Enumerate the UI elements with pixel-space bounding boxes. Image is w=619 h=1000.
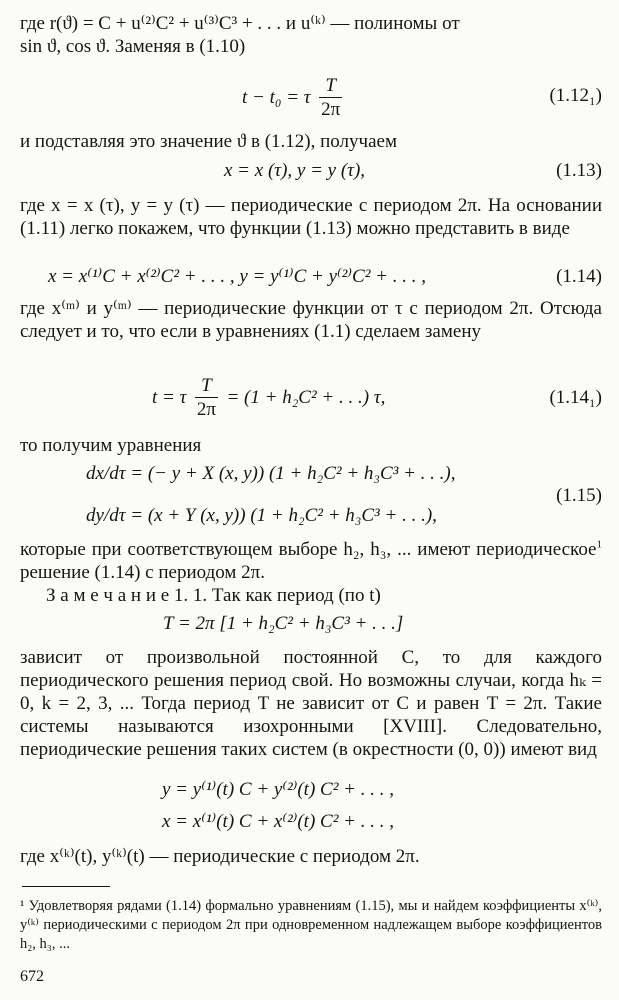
eq-1121-fraction bbox=[319, 74, 342, 121]
eq-114-label: (1.14) bbox=[556, 266, 602, 287]
eq-1121-numerator: T bbox=[319, 74, 342, 98]
equation-1-13 bbox=[20, 159, 602, 189]
eq-1121-label: (1.12₁) bbox=[549, 85, 602, 106]
eq-period-formula: T = 2π [1 + h₂C² + h₃C³ + . . .] bbox=[163, 613, 404, 634]
eq-1141-denominator: 2π bbox=[196, 399, 216, 420]
eq-1141-numerator: T bbox=[195, 374, 218, 398]
substitute-text: и подставляя это значение ϑ в (1.12), получаем bbox=[20, 131, 397, 152]
equation-final bbox=[20, 778, 602, 840]
equation-1-15 bbox=[20, 462, 602, 532]
remark-line: З а м е ч а н и е 1. 1. Так как период (по t) bbox=[46, 585, 381, 606]
choice-text: которые при соответствующем выборе h₂, h₃, ... имеют периодическое bbox=[20, 539, 597, 560]
eq-115-line-1: dx/dτ = (− y + X (x, y)) (1 + h₂C² + h₃C³ + . . .), bbox=[86, 463, 456, 484]
page-number: 672 bbox=[20, 968, 44, 985]
choice-text-end: решение (1.14) с периодом 2π. bbox=[20, 562, 265, 583]
eq-115-line-2: dy/dτ = (x + Y (x, y)) (1 + h₂C² + h₃C³ + . . .), bbox=[86, 505, 437, 526]
intro-paragraph bbox=[20, 12, 602, 58]
footnote-divider bbox=[22, 886, 110, 887]
equation-1-14 bbox=[20, 265, 602, 295]
isochron-paragraph: зависит от произвольной постоянной C, то для каждого периодического решения период свой. Но возможны случаи, когда hₖ = 0, k = 2, 3, ... Тогда период T не зависит от C и равен T = 2π. Такие системы называются изохронными [XVIII]. Следовательно, периодические решения таких систем (в окрестности (0, 0)) имеют вид bbox=[20, 647, 602, 760]
equation-1-12-1 bbox=[20, 70, 602, 122]
eq-114-formula: x = x⁽¹⁾C + x⁽²⁾C² + . . . , y = y⁽¹⁾C + y⁽²⁾C² + . . . , bbox=[48, 266, 426, 287]
eq-115-label: (1.15) bbox=[556, 485, 602, 506]
eq-1121-lhs: t − t₀ = τ bbox=[242, 87, 311, 108]
eq-1121-denominator: 2π bbox=[321, 99, 341, 120]
eq-1141-lhs: t = τ bbox=[152, 387, 187, 408]
eq-113-label: (1.13) bbox=[556, 160, 602, 181]
eq-1141-fraction bbox=[195, 374, 218, 421]
intro-line-2: sin ϑ, cos ϑ. Заменяя в (1.10) bbox=[20, 36, 246, 57]
eq-final-line-2: x = x⁽¹⁾(t) C + x⁽²⁾(t) C² + . . . , bbox=[162, 811, 394, 832]
final-line: где x⁽ᵏ⁾(t), y⁽ᵏ⁾(t) — периодические с периодом 2π. bbox=[20, 846, 420, 867]
eq-1141-rhs: = (1 + h₂C² + . . .) τ, bbox=[226, 387, 386, 408]
obtain-text: то получим уравнения bbox=[20, 435, 202, 456]
footnote: ¹ Удовлетворяя рядами (1.14) формально уравнениям (1.15), мы и найдем коэффициенты x⁽ᵏ⁾, y⁽ᵏ⁾ периодическими с периодом 2π при одновременном надлежащем выборе коэффициентов h₂, h₃, ... bbox=[20, 898, 602, 952]
periodic-paragraph: где x = x (τ), y = y (τ) — периодические с периодом 2π. На основании (1.11) легко покажем, что функции (1.13) можно представить в виде bbox=[20, 195, 602, 239]
functions-paragraph: где x⁽ᵐ⁾ и y⁽ᵐ⁾ — периодические функции от τ с периодом 2π. Отсюда следует и то, что если в уравнениях (1.1) сделаем замену bbox=[20, 298, 602, 342]
eq-final-line-1: y = y⁽¹⁾(t) C + y⁽²⁾(t) C² + . . . , bbox=[162, 779, 394, 800]
equation-1-14-1 bbox=[20, 372, 602, 424]
intro-line-1: где r(ϑ) = C + u⁽²⁾C² + u⁽³⁾C³ + . . . и u⁽ᵏ⁾ — полиномы от bbox=[20, 13, 460, 34]
eq-113-formula: x = x (τ), y = y (τ), bbox=[224, 160, 366, 181]
eq-1141-label: (1.14₁) bbox=[549, 387, 602, 408]
choice-paragraph bbox=[20, 538, 602, 584]
equation-period bbox=[20, 612, 602, 642]
footnote-reference[interactable]: 1 bbox=[596, 538, 602, 551]
